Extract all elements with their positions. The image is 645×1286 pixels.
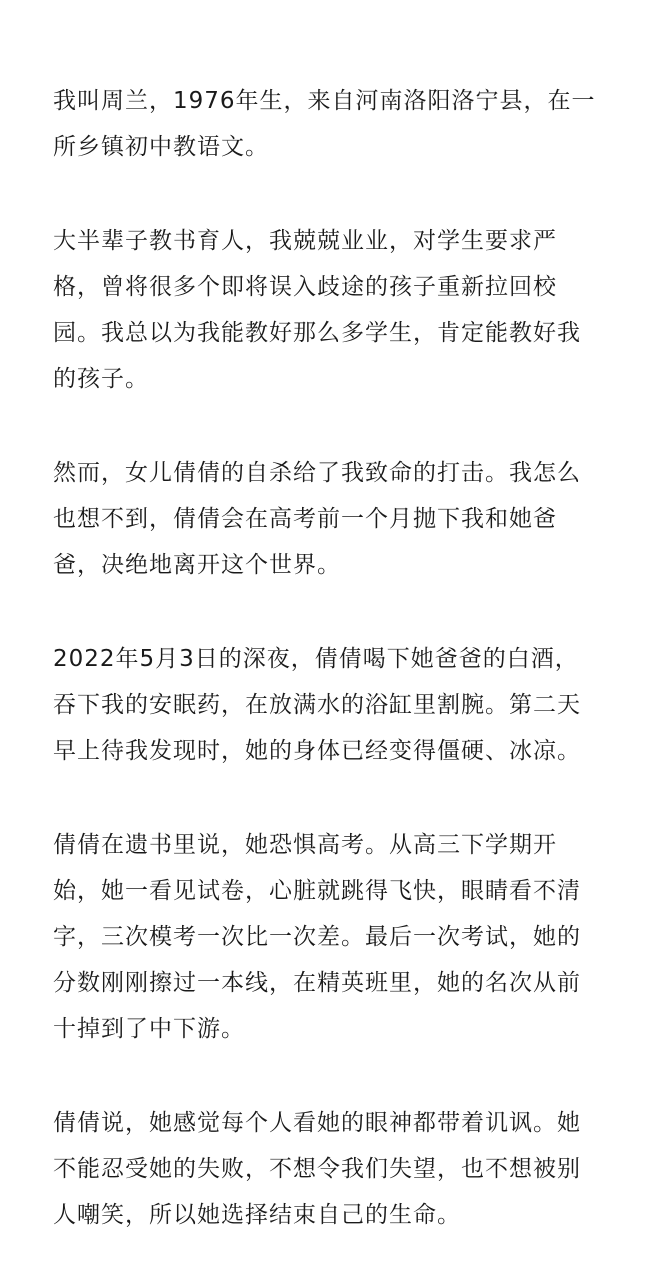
paragraph-2 [53, 218, 593, 402]
paragraph-line: 然而，女儿倩倩的自杀给了我致命的打击。我怎么 [53, 460, 581, 486]
paragraph-line: 2022年5月3日的深夜，倩倩喝下她爸爸的白酒， [53, 646, 579, 672]
paragraph-line: 园。我总以为我能教好那么多学生，肯定能教好我 [53, 320, 581, 346]
paragraph-line: 分数刚刚擦过一本线，在精英班里，她的名次从前 [53, 970, 581, 996]
paragraph-line: 吞下我的安眠药，在放满水的浴缸里割腕。第二天 [53, 692, 581, 718]
paragraph-line: 早上待我发现时，她的身体已经变得僵硬、冰凉。 [53, 738, 581, 764]
paragraph-3 [53, 450, 593, 588]
paragraph-1 [53, 78, 596, 170]
paragraph-line: 爸，决绝地离开这个世界。 [53, 552, 341, 578]
paragraph-6 [53, 1100, 593, 1238]
paragraph-line: 也想不到，倩倩会在高考前一个月抛下我和她爸 [53, 506, 557, 532]
paragraph-line: 格，曾将很多个即将误入歧途的孩子重新拉回校 [53, 274, 557, 300]
paragraph-line: 的孩子。 [53, 366, 149, 392]
paragraph-4 [53, 636, 593, 774]
paragraph-line: 大半辈子教书育人，我兢兢业业，对学生要求严 [53, 228, 557, 254]
paragraph-line: 始，她一看见试卷，心脏就跳得飞快，眼睛看不清 [53, 878, 581, 904]
paragraph-line: 不能忍受她的失败，不想令我们失望，也不想被别 [53, 1156, 581, 1182]
paragraph-line: 倩倩说，她感觉每个人看她的眼神都带着讥讽。她 [53, 1110, 581, 1136]
paragraph-5 [53, 822, 593, 1052]
paragraph-line: 倩倩在遗书里说，她恐惧高考。从高三下学期开 [53, 832, 557, 858]
paragraph-line: 我叫周兰，1976年生，来自河南洛阳洛宁县，在一 [53, 88, 596, 114]
paragraph-line: 所乡镇初中教语文。 [53, 134, 269, 160]
paragraph-line: 字，三次模考一次比一次差。最后一次考试，她的 [53, 924, 581, 950]
paragraph-line: 十掉到了中下游。 [53, 1016, 245, 1042]
paragraph-line: 人嘲笑，所以她选择结束自己的生命。 [53, 1202, 461, 1228]
article-body [53, 78, 596, 1286]
